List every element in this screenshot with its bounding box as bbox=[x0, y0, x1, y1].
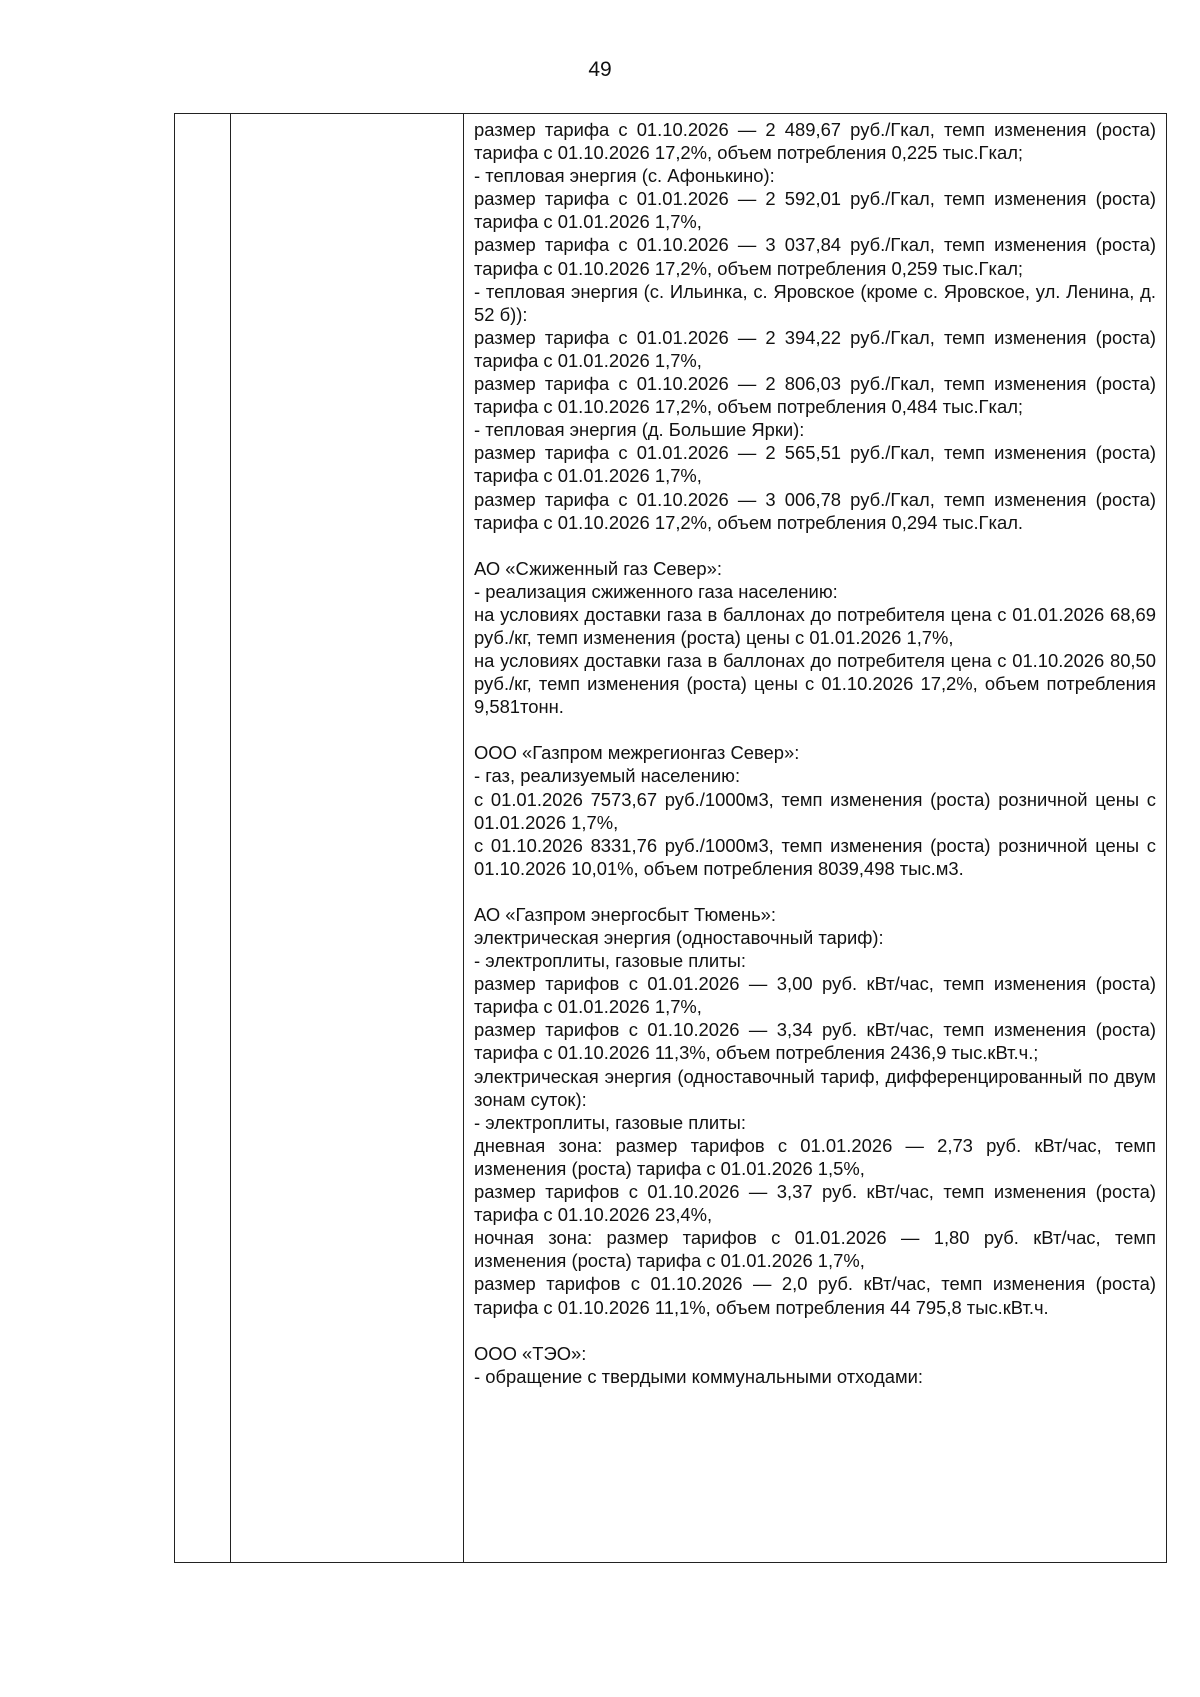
paragraph-block bbox=[474, 118, 1156, 534]
paragraph-gap bbox=[474, 534, 1156, 557]
text-line: - тепловая энергия (с. Ильинка, с. Яровское (кроме с. Яровское, ул. Ленина, д. 52 б)): bbox=[474, 280, 1156, 325]
table-cell-number bbox=[175, 114, 231, 1563]
paragraph-gap bbox=[474, 1319, 1156, 1342]
text-line: - тепловая энергия (д. Большие Ярки): bbox=[474, 419, 805, 441]
text-line: размер тарифа с 01.10.2026 — 3 037,84 руб./Гкал, темп изменения (роста) тарифа с 01.10.2026 17,2%, объем потребления 0,259 тыс.Гкал; bbox=[474, 234, 1156, 279]
text-line: электрическая энергия (одноставочный тариф, дифференцированный по двум зонам суток): bbox=[474, 1065, 1156, 1110]
page-number: 49 bbox=[588, 58, 612, 81]
text-line: на условиях доставки газа в баллонах до потребителя цена с 01.01.2026 68,69 руб./кг, темп изменения (роста) цены с 01.01.2026 1,7%, bbox=[474, 603, 1156, 648]
text-line: - электроплиты, газовые плиты: bbox=[474, 950, 746, 972]
paragraph-block bbox=[474, 903, 1156, 1319]
text-line: АО «Газпром энергосбыт Тюмень»: bbox=[474, 903, 777, 925]
text-line: - обращение с твердыми коммунальными отходами: bbox=[474, 1365, 923, 1387]
text-line: ООО «ТЭО»: bbox=[474, 1342, 587, 1364]
text-line: дневная зона: размер тарифов с 01.01.2026 — 2,73 руб. кВт/час, темп изменения (роста) тарифа с 01.01.2026 1,5%, bbox=[474, 1134, 1156, 1179]
text-line: размер тарифов с 01.10.2026 — 3,37 руб. кВт/час, темп изменения (роста) тарифа с 01.10.2026 23,4%, bbox=[474, 1181, 1156, 1226]
paragraph-block bbox=[474, 557, 1156, 719]
text-line: с 01.01.2026 7573,67 руб./1000м3, темп изменения (роста) розничной цены с 01.01.2026 1,7%, bbox=[474, 788, 1156, 833]
text-line: размер тарифов с 01.01.2026 — 3,00 руб. кВт/час, темп изменения (роста) тарифа с 01.01.2026 1,7%, bbox=[474, 973, 1156, 1018]
paragraph-gap bbox=[474, 880, 1156, 903]
text-line: - электроплиты, газовые плиты: bbox=[474, 1111, 746, 1133]
paragraph-gap bbox=[474, 718, 1156, 741]
text-line: размер тарифа с 01.10.2026 — 2 806,03 руб./Гкал, темп изменения (роста) тарифа с 01.10.2026 17,2%, объем потребления 0,484 тыс.Гкал; bbox=[474, 373, 1156, 418]
text-line: ночная зона: размер тарифов с 01.01.2026 — 1,80 руб. кВт/час, темп изменения (роста) тарифа с 01.01.2026 1,7%, bbox=[474, 1227, 1156, 1272]
text-line: размер тарифа с 01.10.2026 — 3 006,78 руб./Гкал, темп изменения (роста) тарифа с 01.10.2026 17,2%, объем потребления 0,294 тыс.Гкал. bbox=[474, 488, 1156, 533]
text-line: размер тарифа с 01.10.2026 — 2 489,67 руб./Гкал, темп изменения (роста) тарифа с 01.10.2026 17,2%, объем потребления 0,225 тыс.Гкал; bbox=[474, 119, 1156, 164]
text-line: АО «Сжиженный газ Север»: bbox=[474, 557, 722, 579]
paragraph-block bbox=[474, 741, 1156, 880]
text-line: размер тарифов с 01.10.2026 — 2,0 руб. кВт/час, темп изменения (роста) тарифа с 01.10.2026 11,1%, объем потребления 44 795,8 тыс.кВт.ч. bbox=[474, 1273, 1156, 1318]
table-cell-name bbox=[231, 114, 464, 1563]
text-line: с 01.10.2026 8331,76 руб./1000м3, темп изменения (роста) розничной цены с 01.10.2026 10,01%, объем потребления 8039,498 тыс.м3. bbox=[474, 834, 1156, 879]
paragraph-block bbox=[474, 1342, 1156, 1388]
text-line: размер тарифа с 01.01.2026 — 2 565,51 руб./Гкал, темп изменения (роста) тарифа с 01.01.2026 1,7%, bbox=[474, 442, 1156, 487]
text-line: ООО «Газпром межрегионгаз Север»: bbox=[474, 742, 800, 764]
text-line: размер тарифа с 01.01.2026 — 2 394,22 руб./Гкал, темп изменения (роста) тарифа с 01.01.2026 1,7%, bbox=[474, 326, 1156, 371]
text-line: размер тарифа с 01.01.2026 — 2 592,01 руб./Гкал, темп изменения (роста) тарифа с 01.01.2026 1,7%, bbox=[474, 188, 1156, 233]
table-row bbox=[175, 114, 1167, 1563]
text-line: размер тарифов с 01.10.2026 — 3,34 руб. кВт/час, темп изменения (роста) тарифа с 01.10.2026 11,3%, объем потребления 2436,9 тыс.кВт.ч.; bbox=[474, 1019, 1156, 1064]
tariff-description bbox=[464, 114, 1166, 1388]
text-line: электрическая энергия (одноставочный тариф): bbox=[474, 927, 884, 948]
document-table bbox=[174, 113, 1167, 1563]
text-line: - тепловая энергия (с. Афонькино): bbox=[474, 165, 775, 187]
text-line: - реализация сжиженного газа населению: bbox=[474, 580, 838, 602]
table-cell-content bbox=[464, 114, 1167, 1563]
text-line: на условиях доставки газа в баллонах до потребителя цена с 01.10.2026 80,50 руб./кг, темп изменения (роста) цены с 01.10.2026 17,2%, объем потребления 9,581тонн. bbox=[474, 650, 1156, 718]
text-line: - газ, реализуемый населению: bbox=[474, 765, 741, 787]
